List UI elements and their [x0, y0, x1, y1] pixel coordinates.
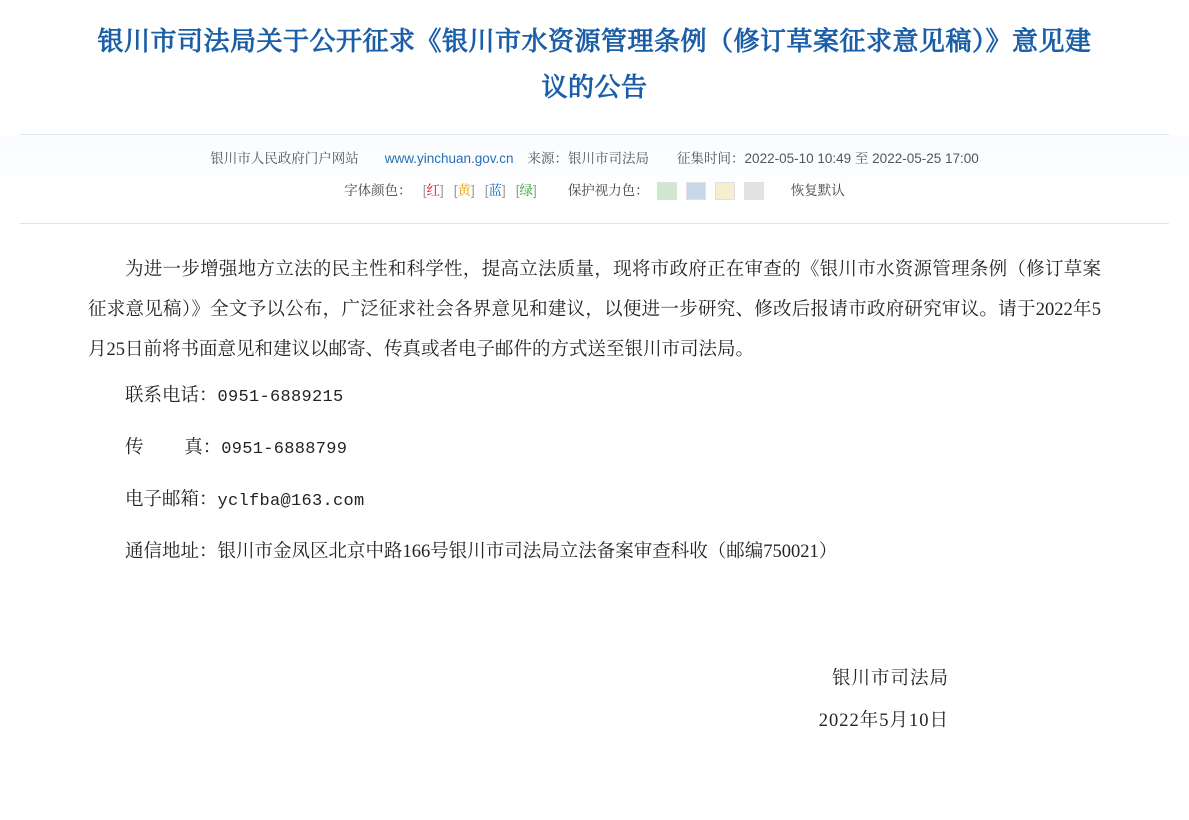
source-label: 来源：	[527, 151, 569, 166]
document-body	[0, 224, 1189, 742]
site-name: 银川市人民政府门户网站	[210, 151, 359, 166]
swatch-blue[interactable]	[686, 182, 706, 200]
collect-start: 2022-05-10 10:49	[744, 151, 852, 166]
fax-label: 传	[125, 438, 144, 458]
font-color-options	[418, 179, 542, 203]
email-row	[88, 480, 1101, 522]
meta-row-appearance	[0, 179, 1189, 203]
swatch-gray[interactable]	[744, 182, 764, 200]
fax-row	[88, 428, 1101, 470]
contact-phone-label: 联系电话：	[125, 386, 218, 406]
swatch-yellow[interactable]	[715, 182, 735, 200]
address-label: 通信地址：	[125, 542, 218, 562]
signature-org: 银川市司法局	[831, 669, 949, 689]
contact-phone-row	[88, 376, 1101, 418]
color-option-red[interactable]: [红]	[422, 183, 444, 198]
meta-row-source	[0, 147, 1189, 171]
signature-block	[88, 658, 1101, 742]
meta-bar	[0, 135, 1189, 213]
body-paragraph-1: 为进一步增强地方立法的民主性和科学性，提高立法质量，现将市政府正在审查的《银川市水资源管理条例（修订草案征求意见稿）》全文予以公布，广泛征求社会各界意见和建议，以便进一步研究、修改后报请市政府研究审议。请于2022年5月25日前将书面意见和建议以邮寄、传真或者电子邮件的方式送至银川市司法局。	[88, 260, 1101, 360]
eye-protect-swatches	[657, 182, 773, 200]
address-value: 银川市金凤区北京中路166号银川市司法局立法备案审查科收（邮编750021）	[217, 542, 838, 562]
fax-value: 0951-6888799	[221, 440, 348, 459]
swatch-green[interactable]	[657, 182, 677, 200]
font-color-label: 字体颜色：	[344, 183, 412, 198]
title-container	[0, 0, 1189, 120]
color-option-yellow[interactable]: [黄]	[453, 183, 475, 198]
signature-date: 2022年5月10日	[818, 711, 949, 731]
page-title: 银川市司法局关于公开征求《银川市水资源管理条例（修订草案征求意见稿）》意见建议的公告	[97, 26, 1092, 102]
email-value: yclfba@163.com	[217, 492, 365, 511]
collect-end: 2022-05-25 17:00	[872, 151, 979, 166]
collect-to: 至	[854, 151, 869, 166]
reset-default-link[interactable]: 恢复默认	[790, 183, 845, 198]
color-option-blue[interactable]: [蓝]	[484, 183, 506, 198]
email-label: 电子邮箱：	[125, 490, 218, 510]
contact-phone-value: 0951-6889215	[217, 388, 344, 407]
source-value: 银川市司法局	[568, 151, 650, 166]
site-url-link[interactable]: www.yinchuan.gov.cn	[384, 151, 514, 166]
source-group	[528, 147, 650, 171]
collect-label: 征集时间：	[677, 151, 745, 166]
fax-label-suffix: 真：	[184, 438, 222, 458]
color-option-green[interactable]: [绿]	[515, 183, 537, 198]
collect-time-group	[677, 147, 979, 171]
address-row	[88, 532, 1101, 572]
eye-protect-label: 保护视力色：	[567, 183, 649, 198]
